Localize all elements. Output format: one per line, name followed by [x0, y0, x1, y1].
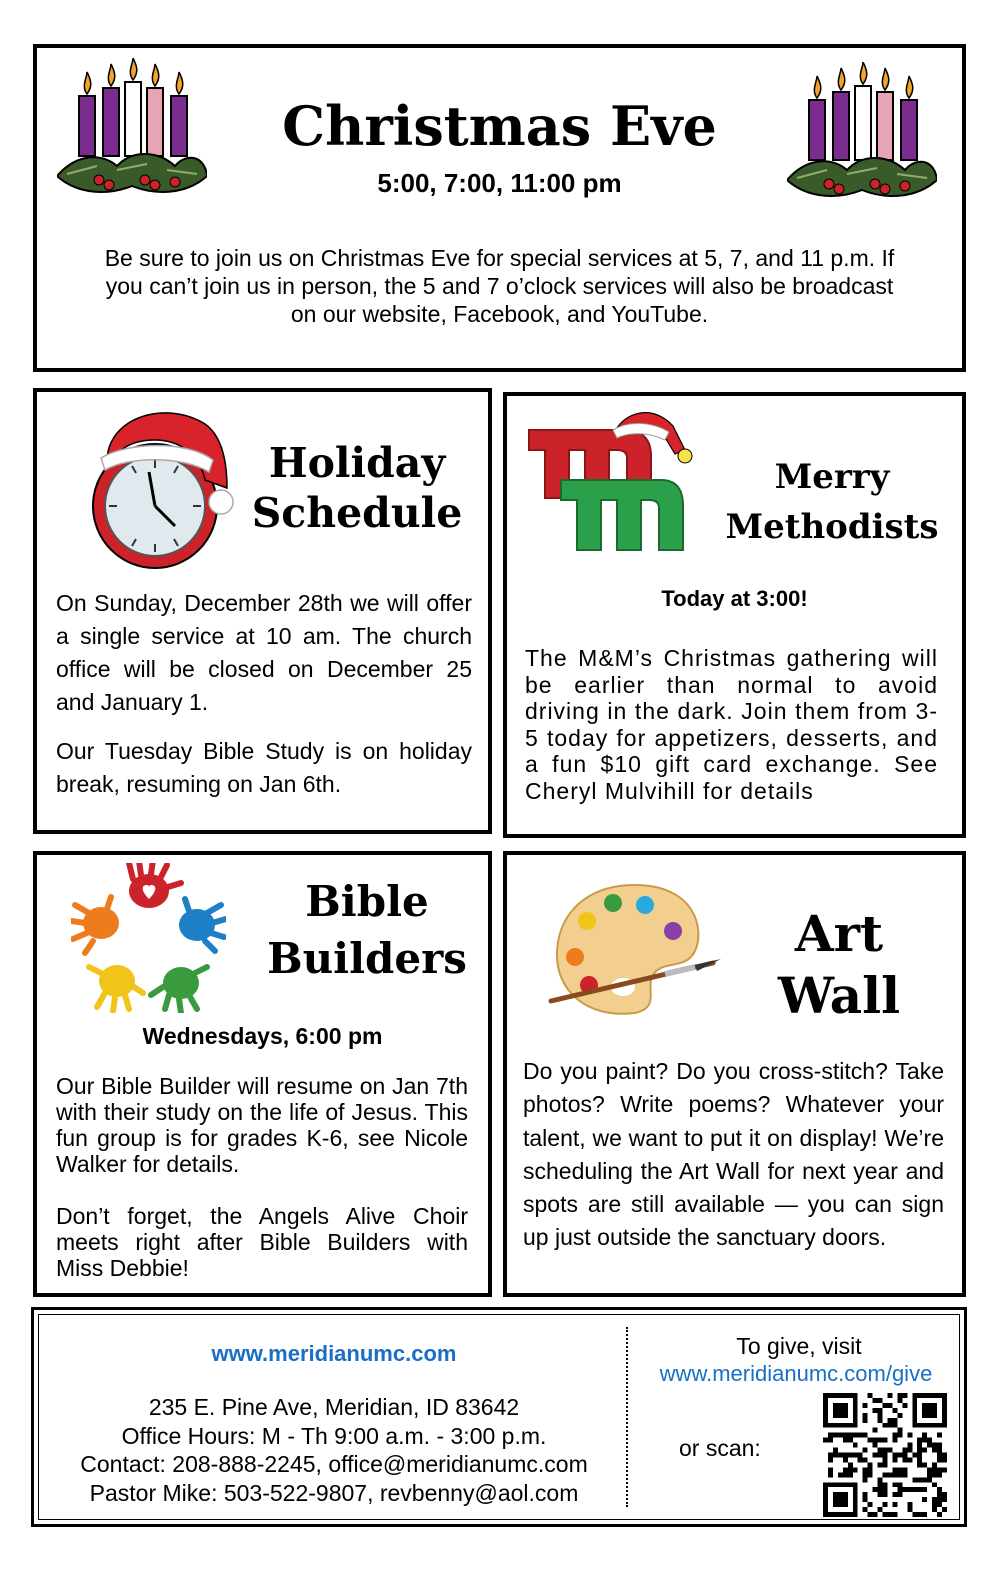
merry-methodists-section — [503, 392, 966, 838]
merry-methodists-when: Today at 3:00! — [661, 586, 808, 611]
aw-title-line1: Art — [794, 904, 884, 963]
contact: Contact: 208-888-2245, office@meridianumc.com — [80, 1451, 588, 1477]
handprint-circle-icon — [71, 863, 226, 1013]
footer — [31, 1307, 967, 1527]
give-link[interactable]: www.meridianumc.com/give — [659, 1361, 933, 1386]
aw-title-line2: Wall — [777, 966, 901, 1025]
qr-code-icon[interactable] — [823, 1393, 947, 1517]
art-wall-text: Do you paint? Do you cross-stitch? Take photos? Write poems? Whatever your talent, we want to put it on display! We’re scheduling the Art Wall for next year and spots are still available — you can sign up just outside the sanctuary doors. — [523, 1058, 944, 1251]
art-wall-title — [739, 903, 939, 1027]
christmas-eve-section — [33, 44, 966, 372]
holiday-schedule-text — [56, 587, 472, 817]
bb-title-line2: Builders — [267, 934, 467, 983]
holiday-schedule-section — [33, 388, 492, 834]
mm-title-line1: Merry — [774, 457, 890, 497]
mm-logo-icon — [525, 410, 705, 560]
address: 235 E. Pine Ave, Meridian, ID 83642 — [148, 1394, 520, 1420]
holiday-title-line1: Holiday — [268, 439, 446, 487]
scan-label: or scan: — [679, 1435, 761, 1461]
holiday-paragraph-1: On Sunday, December 28th we will offer a single service at 10 am. The church office will be closed on December 25 and January 1. — [56, 590, 472, 715]
santa-clock-icon — [87, 406, 237, 576]
paint-palette-icon — [545, 879, 725, 1019]
bible-builders-title — [257, 873, 477, 987]
footer-divider — [626, 1327, 628, 1507]
bible-builders-when: Wednesdays, 6:00 pm — [142, 1023, 383, 1049]
bb-paragraph-1: Our Bible Builder will resume on Jan 7th with their study on the life of Jesus. This fun group is for grades K-6, see Nicole Walker for details. — [56, 1073, 468, 1177]
bb-title-line1: Bible — [305, 877, 429, 926]
bible-builders-text — [56, 1073, 468, 1307]
merry-methodists-text: The M&M’s Christmas gathering will be earlier than normal to avoid driving in the dark. Join them from 3-5 today for appetizers, desserts, and a fun $10 gift card exchange. See Cheryl Mulvihill for details — [525, 645, 938, 804]
mm-title-line2: Methodists — [725, 507, 939, 547]
holiday-paragraph-2: Our Tuesday Bible Study is on holiday break, resuming on Jan 6th. — [56, 738, 472, 797]
bb-paragraph-2: Don’t forget, the Angels Alive Choir meets right after Bible Builders with Miss Debbie! — [56, 1203, 468, 1281]
footer-inner — [38, 1314, 960, 1520]
office-hours: Office Hours: M - Th 9:00 a.m. - 3:00 p.m. — [121, 1422, 547, 1449]
christmas-eve-title: Christmas Eve — [282, 94, 717, 158]
christmas-eve-description: Be sure to join us on Christmas Eve for special services at 5, 7, and 11 p.m. If you can’t join us in person, the 5 and 7 o’clock services will also be broadcast on our website, Facebook, and YouTube. — [104, 245, 895, 327]
pastor-contact: Pastor Mike: 503-522-9807, revbenny@aol.com — [89, 1479, 579, 1506]
christmas-eve-times: 5:00, 7:00, 11:00 pm — [377, 168, 622, 198]
merry-methodists-title — [707, 452, 957, 552]
holiday-schedule-title — [237, 438, 477, 538]
website-link[interactable]: www.meridianumc.com — [211, 1341, 457, 1366]
bible-builders-section — [33, 851, 492, 1297]
holiday-title-line2: Schedule — [251, 489, 463, 537]
contact-block — [39, 1393, 629, 1507]
art-wall-section — [503, 851, 966, 1297]
give-label: To give, visit — [736, 1333, 862, 1359]
